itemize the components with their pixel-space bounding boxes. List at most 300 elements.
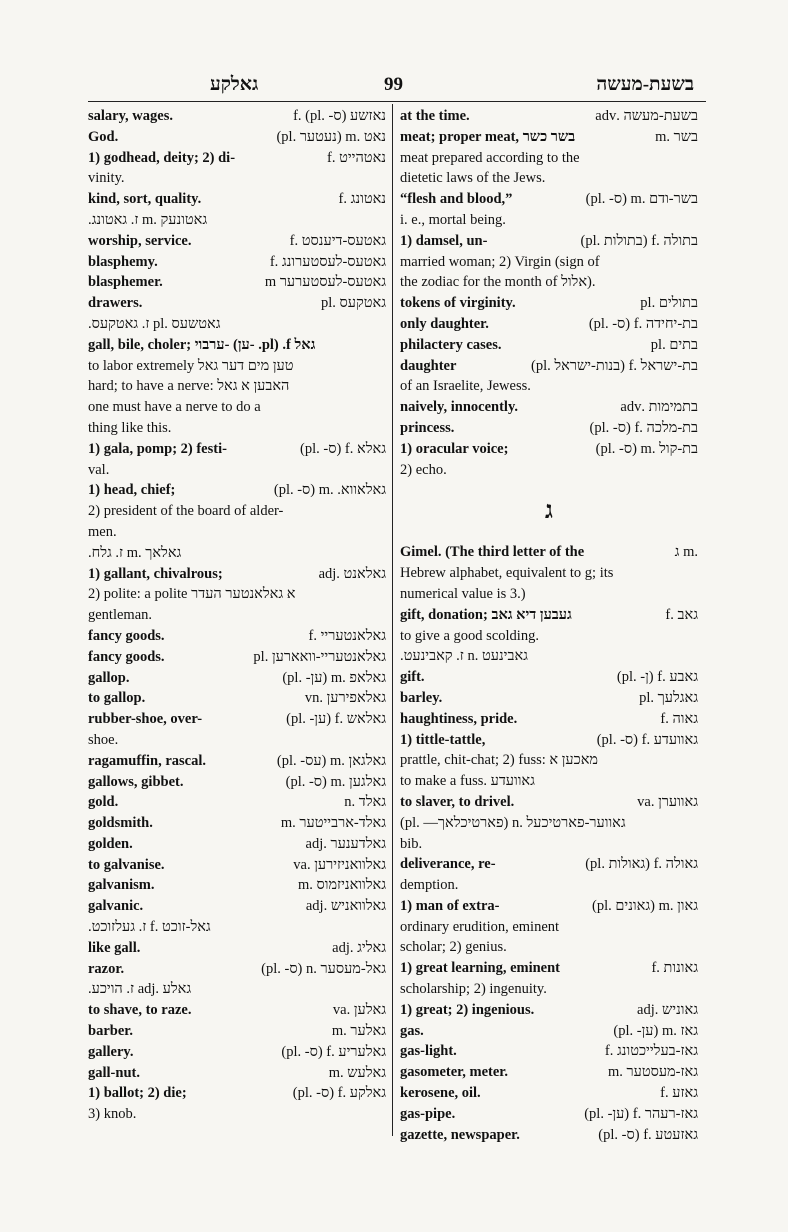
dictionary-entry bbox=[400, 792, 698, 813]
entry-headword: גאלד-ארבייטער .m bbox=[280, 815, 386, 832]
entry-definition: gasometer, meter. bbox=[400, 1064, 509, 1081]
entry-definition: gallery. bbox=[88, 1043, 134, 1060]
dictionary-entry bbox=[88, 709, 386, 751]
dictionary-entry bbox=[88, 917, 386, 938]
entry-headword: גאולה .f (גאולות .pl) bbox=[585, 856, 698, 873]
entry-line bbox=[400, 168, 698, 189]
entry-headword: נאטונג .f bbox=[338, 191, 386, 208]
entry-headword: גאלאש .f (ען- .pl) bbox=[286, 711, 386, 728]
entry-line bbox=[88, 189, 386, 210]
dictionary-entry bbox=[400, 1104, 698, 1125]
dictionary-entry bbox=[400, 231, 698, 293]
entry-line bbox=[88, 480, 386, 501]
entry-line bbox=[88, 376, 386, 397]
header-rule bbox=[88, 101, 706, 102]
entry-definition: fancy goods. bbox=[88, 627, 165, 644]
entry-definition: to make a fuss. גאוועדע bbox=[400, 773, 535, 790]
entry-headword: גאלאנטעריי-וואארען .pl bbox=[253, 648, 386, 665]
dictionary-entry bbox=[88, 1000, 386, 1021]
entry-definition: 1) ballot; 2) die; bbox=[88, 1085, 187, 1102]
dictionary-entry bbox=[88, 688, 386, 709]
entry-line bbox=[88, 522, 386, 543]
dictionary-entry bbox=[88, 1083, 386, 1125]
entry-line bbox=[400, 688, 698, 709]
dictionary-entry bbox=[88, 335, 386, 439]
entry-line bbox=[88, 979, 386, 1000]
dictionary-entry bbox=[400, 667, 698, 688]
dictionary-entry bbox=[88, 127, 386, 148]
entry-definition: God. bbox=[88, 128, 119, 145]
entry-headword: גאליג .adj bbox=[332, 939, 386, 956]
entry-headword: בשר .m bbox=[655, 128, 698, 145]
entry-line bbox=[400, 106, 698, 127]
entry-definition: gall, bile, choler; ערבוי- (ען- .pl) .f גאל bbox=[88, 336, 316, 353]
dictionary-entry bbox=[88, 1021, 386, 1042]
entry-definition: gazette, newspaper. bbox=[400, 1126, 520, 1143]
entry-definition: “flesh and blood,” bbox=[400, 191, 513, 208]
entry-line bbox=[400, 376, 698, 397]
entry-headword: גאבינעט .n ז. קאבינעט. bbox=[400, 648, 528, 665]
entry-headword: גאז-רעהר .f (ען- .pl) bbox=[584, 1105, 698, 1122]
entry-line bbox=[88, 148, 386, 169]
dictionary-entry bbox=[88, 979, 386, 1000]
dictionary-entry bbox=[400, 1000, 698, 1021]
entry-line bbox=[400, 314, 698, 335]
entry-line bbox=[88, 730, 386, 751]
entry-headword: גאלוואניזמוס .m bbox=[297, 877, 386, 894]
entry-headword: בשר-ודם .m (ס- .pl) bbox=[585, 191, 698, 208]
entry-definition: to galvanise. bbox=[88, 856, 165, 873]
entry-definition: to gallop. bbox=[88, 690, 146, 707]
entry-definition: scholar; 2) genius. bbox=[400, 939, 507, 956]
entry-headword: גאלאנט .adj bbox=[318, 565, 386, 582]
entry-definition: bib. bbox=[400, 835, 423, 852]
entry-line bbox=[400, 813, 698, 834]
dictionary-entry bbox=[88, 314, 386, 335]
dictionary-entry bbox=[400, 106, 698, 127]
dictionary-entry bbox=[88, 293, 386, 314]
right-column bbox=[400, 106, 698, 1145]
entry-definition: 1) godhead, deity; 2) di- bbox=[88, 149, 236, 166]
entry-definition: to labor extremely טען מים דער גאל bbox=[88, 357, 294, 374]
entry-line bbox=[88, 688, 386, 709]
entry-line bbox=[88, 397, 386, 418]
entry-line bbox=[400, 834, 698, 855]
entry-headword: גאלאווא. .m (ס- .pl) bbox=[273, 482, 386, 499]
entry-headword: גאלער .m bbox=[331, 1023, 386, 1040]
entry-line bbox=[88, 1042, 386, 1063]
entry-definition: golden. bbox=[88, 835, 133, 852]
entry-definition: kerosene, oil. bbox=[400, 1085, 481, 1102]
entry-line bbox=[88, 772, 386, 793]
entry-line bbox=[400, 1021, 698, 1042]
entry-headword: גאלע .adj ז. הויכע. bbox=[88, 981, 192, 998]
entry-definition: princess. bbox=[400, 419, 455, 436]
entry-definition: fancy goods. bbox=[88, 648, 165, 665]
entry-headword: בתולים .pl bbox=[640, 295, 698, 312]
entry-line bbox=[400, 667, 698, 688]
entry-line bbox=[400, 605, 698, 626]
entry-line bbox=[400, 397, 698, 418]
entry-headword: גאטקעס .pl bbox=[321, 295, 386, 312]
dictionary-entry bbox=[400, 439, 698, 481]
dictionary-entry bbox=[88, 834, 386, 855]
dictionary-entry bbox=[400, 1041, 698, 1062]
entry-definition: gall-nut. bbox=[88, 1064, 140, 1081]
entry-headword: גאלוואניזירען .va bbox=[293, 856, 386, 873]
dictionary-entry bbox=[88, 231, 386, 252]
entry-headword: גאגלעך .pl bbox=[639, 689, 698, 706]
entry-line bbox=[400, 626, 698, 647]
dictionary-entry bbox=[88, 148, 386, 190]
right-column-top bbox=[400, 106, 698, 480]
entry-definition: kind, sort, quality. bbox=[88, 191, 202, 208]
entry-definition: gentleman. bbox=[88, 607, 153, 624]
entry-line bbox=[400, 439, 698, 460]
entry-definition: razor. bbox=[88, 960, 125, 977]
entry-headword: גאלד .n bbox=[344, 794, 386, 811]
entry-definition: married woman; 2) Virgin (sign of bbox=[400, 253, 600, 270]
dictionary-entry bbox=[88, 855, 386, 876]
entry-line bbox=[400, 1125, 698, 1146]
entry-definition: 1) gallant, chivalrous; bbox=[88, 565, 223, 582]
entry-headword: גאלעש .m bbox=[328, 1064, 386, 1081]
entry-line bbox=[400, 730, 698, 751]
page-header bbox=[88, 74, 706, 104]
entry-line bbox=[88, 439, 386, 460]
entry-definition: 1) damsel, un- bbox=[400, 232, 488, 249]
entry-headword: גאל-מעסער .n (ס- .pl) bbox=[261, 960, 386, 977]
entry-line bbox=[400, 771, 698, 792]
entry-definition: to give a good scolding. bbox=[400, 627, 539, 644]
entry-line bbox=[400, 231, 698, 252]
entry-headword: גאלקע .f (ס- .pl) bbox=[292, 1085, 386, 1102]
entry-definition: gas. bbox=[400, 1022, 424, 1039]
entry-definition: Hebrew alphabet, equivalent to g; its bbox=[400, 565, 614, 582]
entry-line bbox=[400, 792, 698, 813]
entry-definition: 1) gala, pomp; 2) festi- bbox=[88, 440, 227, 457]
dictionary-entry bbox=[400, 542, 698, 604]
dictionary-entry bbox=[88, 272, 386, 293]
entry-definition: at the time. bbox=[400, 108, 470, 124]
entry-line bbox=[400, 356, 698, 377]
entry-definition: prattle, chit-chat; 2) fuss: מאכען א bbox=[400, 752, 599, 769]
entry-headword: גאז-מעסטער .m bbox=[607, 1064, 698, 1081]
dictionary-entry bbox=[88, 564, 386, 626]
entry-line bbox=[400, 460, 698, 481]
dictionary-entry bbox=[400, 418, 698, 439]
dictionary-entry bbox=[400, 1083, 698, 1104]
entry-line bbox=[88, 896, 386, 917]
entry-line bbox=[400, 709, 698, 730]
entry-line bbox=[400, 917, 698, 938]
entry-line bbox=[400, 875, 698, 896]
entry-headword: גאב .f bbox=[665, 606, 698, 623]
entry-line bbox=[400, 189, 698, 210]
entry-definition: to slaver, to drivel. bbox=[400, 793, 515, 810]
gimel-section-heading: ג bbox=[545, 497, 553, 524]
entry-headword: גאלאפ .m (ען- .pl) bbox=[282, 669, 386, 686]
entry-headword: בתולה .f (בתולות .pl) bbox=[580, 232, 698, 249]
dictionary-entry bbox=[88, 1042, 386, 1063]
entry-headword: גאזעטע .f (ס- .pl) bbox=[598, 1126, 698, 1143]
entry-line bbox=[88, 335, 386, 356]
entry-line bbox=[88, 875, 386, 896]
entry-line bbox=[88, 813, 386, 834]
dictionary-entry bbox=[400, 397, 698, 418]
entry-definition: numerical value is 3.) bbox=[400, 585, 526, 602]
entry-definition: like gall. bbox=[88, 939, 141, 956]
dictionary-entry bbox=[400, 335, 698, 356]
entry-definition: gallop. bbox=[88, 669, 130, 686]
dictionary-entry bbox=[88, 751, 386, 772]
entry-definition: daughter bbox=[400, 357, 457, 374]
entry-definition: ordinary erudition, eminent bbox=[400, 918, 560, 935]
entry-line bbox=[400, 584, 698, 605]
entry-line bbox=[88, 501, 386, 522]
dictionary-entry bbox=[88, 626, 386, 647]
entry-definition: thing like this. bbox=[88, 419, 172, 436]
dictionary-entry bbox=[400, 1125, 698, 1146]
entry-line bbox=[88, 418, 386, 439]
entry-definition: of an Israelite, Jewess. bbox=[400, 378, 531, 395]
entry-line bbox=[88, 1021, 386, 1042]
entry-line bbox=[88, 106, 386, 127]
entry-definition: rubber-shoe, over- bbox=[88, 711, 203, 728]
entry-headword: גאלוואניש .adj bbox=[305, 898, 386, 915]
entry-headword: גאז .m (ען- .pl) bbox=[613, 1022, 698, 1039]
entry-definition: gas-light. bbox=[400, 1043, 457, 1060]
entry-line bbox=[400, 979, 698, 1000]
header-right-word: בשעת-מעשה bbox=[596, 74, 694, 95]
entry-line bbox=[88, 626, 386, 647]
dictionary-entry bbox=[400, 896, 698, 958]
entry-headword: נאזשע (ס- .pl) .f bbox=[293, 108, 386, 124]
entry-line bbox=[88, 356, 386, 377]
entry-line bbox=[88, 751, 386, 772]
entry-headword: בתים .pl bbox=[650, 336, 698, 353]
entry-headword: גאלדענער .adj bbox=[305, 835, 386, 852]
dictionary-entry bbox=[400, 1062, 698, 1083]
entry-headword: גאבע .f (ן- .pl) bbox=[616, 669, 698, 686]
dictionary-entry bbox=[88, 875, 386, 896]
entry-line bbox=[400, 148, 698, 169]
entry-line bbox=[400, 272, 698, 293]
entry-definition: blasphemy. bbox=[88, 253, 158, 270]
entry-line bbox=[88, 1063, 386, 1084]
entry-headword: בשעת-מעשה .adv bbox=[595, 108, 698, 124]
entry-line bbox=[400, 1041, 698, 1062]
entry-line bbox=[400, 542, 698, 563]
entry-definition: only daughter. bbox=[400, 315, 489, 332]
entry-definition: drawers. bbox=[88, 295, 143, 312]
entry-line bbox=[88, 709, 386, 730]
entry-headword: גאוה .f bbox=[660, 710, 698, 727]
entry-headword: גאלגאן .m (עס- .pl) bbox=[276, 752, 386, 769]
entry-definition: gas-pipe. bbox=[400, 1105, 456, 1122]
entry-definition: gold. bbox=[88, 794, 119, 811]
dictionary-entry bbox=[88, 896, 386, 917]
entry-headword: גאל-זוכט .f ז. געלזוכט. bbox=[88, 919, 211, 936]
entry-headword: גאלגען .m (ס- .pl) bbox=[285, 773, 386, 790]
dictionary-entry bbox=[400, 646, 698, 667]
entry-headword: גאטשעס .pl ז. גאטקעס. bbox=[88, 315, 221, 332]
entry-definition: shoe. bbox=[88, 731, 119, 748]
entry-definition: gallows, gibbet. bbox=[88, 773, 184, 790]
entry-definition: salary, wages. bbox=[88, 108, 173, 124]
entry-line bbox=[88, 168, 386, 189]
dictionary-entry bbox=[88, 938, 386, 959]
entry-definition: blasphemer. bbox=[88, 274, 163, 291]
dictionary-entry bbox=[400, 127, 698, 189]
entry-line bbox=[400, 646, 698, 667]
entry-line bbox=[88, 834, 386, 855]
entry-definition: 2) polite: a polite א גאלאנטער העדר bbox=[88, 586, 296, 603]
entry-headword: גאטעס-לעסטערער m bbox=[264, 274, 386, 291]
entry-line bbox=[88, 668, 386, 689]
entry-headword: בת-מלכה .f (ס- .pl) bbox=[589, 419, 698, 436]
dictionary-entry bbox=[400, 813, 698, 855]
dictionary-entry bbox=[88, 1063, 386, 1084]
entry-headword: בת-יחידה .f (ס- .pl) bbox=[588, 315, 698, 332]
entry-line bbox=[88, 252, 386, 273]
entry-definition: naively, innocently. bbox=[400, 399, 519, 416]
dictionary-entry bbox=[88, 813, 386, 834]
entry-definition: Gimel. (The third letter of the bbox=[400, 544, 585, 561]
dictionary-entry bbox=[400, 730, 698, 792]
entry-line bbox=[400, 750, 698, 771]
entry-headword: גאוניש .adj bbox=[637, 1001, 698, 1018]
dictionary-entry bbox=[400, 688, 698, 709]
dictionary-entry bbox=[88, 668, 386, 689]
entry-line bbox=[88, 210, 386, 231]
entry-line bbox=[88, 792, 386, 813]
entry-headword: גאלעריע .f (ס- .pl) bbox=[281, 1043, 386, 1060]
dictionary-entry bbox=[400, 1021, 698, 1042]
entry-line bbox=[88, 460, 386, 481]
entry-line bbox=[88, 647, 386, 668]
entry-line bbox=[400, 958, 698, 979]
entry-headword: גאלאנטעריי .f bbox=[308, 627, 386, 644]
entry-line bbox=[88, 1104, 386, 1125]
dictionary-entry bbox=[400, 854, 698, 896]
entry-definition: i. e., mortal being. bbox=[400, 211, 506, 228]
entry-headword: גאלען .va bbox=[332, 1002, 386, 1019]
dictionary-entry bbox=[88, 792, 386, 813]
dictionary-entry bbox=[88, 252, 386, 273]
entry-definition: one must have a nerve to do a bbox=[88, 399, 261, 416]
entry-definition: the zodiac for the month of אלול). bbox=[400, 274, 596, 291]
entry-definition: 1) man of extra- bbox=[400, 897, 500, 914]
entry-line bbox=[400, 293, 698, 314]
entry-line bbox=[400, 418, 698, 439]
entry-definition: to shave, to raze. bbox=[88, 1002, 192, 1019]
entry-line bbox=[88, 564, 386, 585]
entry-line bbox=[400, 854, 698, 875]
entry-headword: גאווער-פארטיכעל .n (פארטיכלאך— .pl) bbox=[400, 814, 626, 831]
entry-definition: barley. bbox=[400, 689, 443, 706]
entry-definition: goldsmith. bbox=[88, 815, 153, 832]
right-column-bottom bbox=[400, 542, 698, 1145]
entry-line bbox=[88, 314, 386, 335]
entry-headword: גאטונעק .m ז. גאטונג. bbox=[88, 211, 208, 228]
dictionary-entry bbox=[400, 293, 698, 314]
entry-line bbox=[400, 127, 698, 148]
dictionary-entry bbox=[88, 647, 386, 668]
entry-definition: 1) great learning, eminent bbox=[400, 960, 561, 977]
dictionary-entry bbox=[400, 356, 698, 398]
entry-headword: גאטעס-דיענסט .f bbox=[289, 232, 386, 249]
entry-definition: 2) echo. bbox=[400, 461, 447, 478]
entry-headword: בת-קול .m (ס- .pl) bbox=[595, 440, 698, 457]
page-number: 99 bbox=[384, 74, 403, 95]
entry-line bbox=[400, 1000, 698, 1021]
dictionary-entry bbox=[88, 959, 386, 980]
dictionary-entry bbox=[400, 314, 698, 335]
entry-line bbox=[88, 605, 386, 626]
entry-headword: נאטהייט .f bbox=[327, 149, 386, 166]
entry-headword: גאזע .f bbox=[660, 1085, 698, 1102]
entry-headword: גאלאך .m ז. גלח. bbox=[88, 544, 182, 561]
dictionary-entry bbox=[88, 210, 386, 231]
entry-definition: meat; proper meat, בשר כשר bbox=[400, 128, 576, 145]
entry-line bbox=[88, 584, 386, 605]
entry-definition: 3) knob. bbox=[88, 1106, 137, 1123]
entry-headword: גאטעס-לעסטערונג .f bbox=[269, 253, 386, 270]
dictionary-entry bbox=[400, 189, 698, 231]
entry-definition: men. bbox=[88, 523, 117, 540]
entry-definition: 1) head, chief; bbox=[88, 482, 176, 499]
entry-definition: haughtiness, pride. bbox=[400, 710, 518, 727]
entry-line bbox=[88, 272, 386, 293]
entry-headword: גאונות .f bbox=[651, 960, 698, 977]
entry-line bbox=[88, 293, 386, 314]
entry-line bbox=[88, 855, 386, 876]
entry-line bbox=[400, 563, 698, 584]
entry-line bbox=[400, 896, 698, 917]
entry-line bbox=[88, 959, 386, 980]
entry-definition: worship, service. bbox=[88, 232, 192, 249]
entry-definition: 2) president of the board of alder- bbox=[88, 503, 284, 520]
header-left-word: גאלקע bbox=[210, 74, 259, 95]
entry-line bbox=[400, 1083, 698, 1104]
entry-definition: dietetic laws of the Jews. bbox=[400, 170, 546, 187]
entry-line bbox=[400, 210, 698, 231]
entry-line bbox=[88, 543, 386, 564]
entry-headword: גאז-בעלייכטונג .f bbox=[604, 1043, 698, 1060]
dictionary-entry bbox=[88, 543, 386, 564]
entry-line bbox=[400, 335, 698, 356]
entry-line bbox=[400, 252, 698, 273]
entry-line bbox=[88, 231, 386, 252]
entry-line bbox=[400, 1062, 698, 1083]
entry-headword: בתמימות .adv bbox=[620, 399, 698, 416]
dictionary-entry bbox=[88, 772, 386, 793]
entry-definition: vinity. bbox=[88, 170, 125, 187]
entry-line bbox=[400, 937, 698, 958]
entry-definition: demption. bbox=[400, 877, 459, 894]
entry-headword: בת-ישראל .f (בנות-ישראל .pl) bbox=[530, 357, 698, 374]
entry-headword: נאט .m (נעטער .pl) bbox=[276, 128, 386, 145]
dictionary-entry bbox=[88, 439, 386, 481]
entry-definition: gift. bbox=[400, 669, 425, 686]
entry-definition: 1) oracular voice; bbox=[400, 440, 509, 457]
entry-headword: גאון .m (גאונים .pl) bbox=[591, 897, 698, 914]
entry-definition: gift, donation; געבען דיא גאב bbox=[400, 606, 572, 623]
entry-definition: galvanic. bbox=[88, 898, 144, 915]
entry-definition: barber. bbox=[88, 1023, 133, 1040]
entry-headword: גאווערן .va bbox=[637, 793, 698, 810]
